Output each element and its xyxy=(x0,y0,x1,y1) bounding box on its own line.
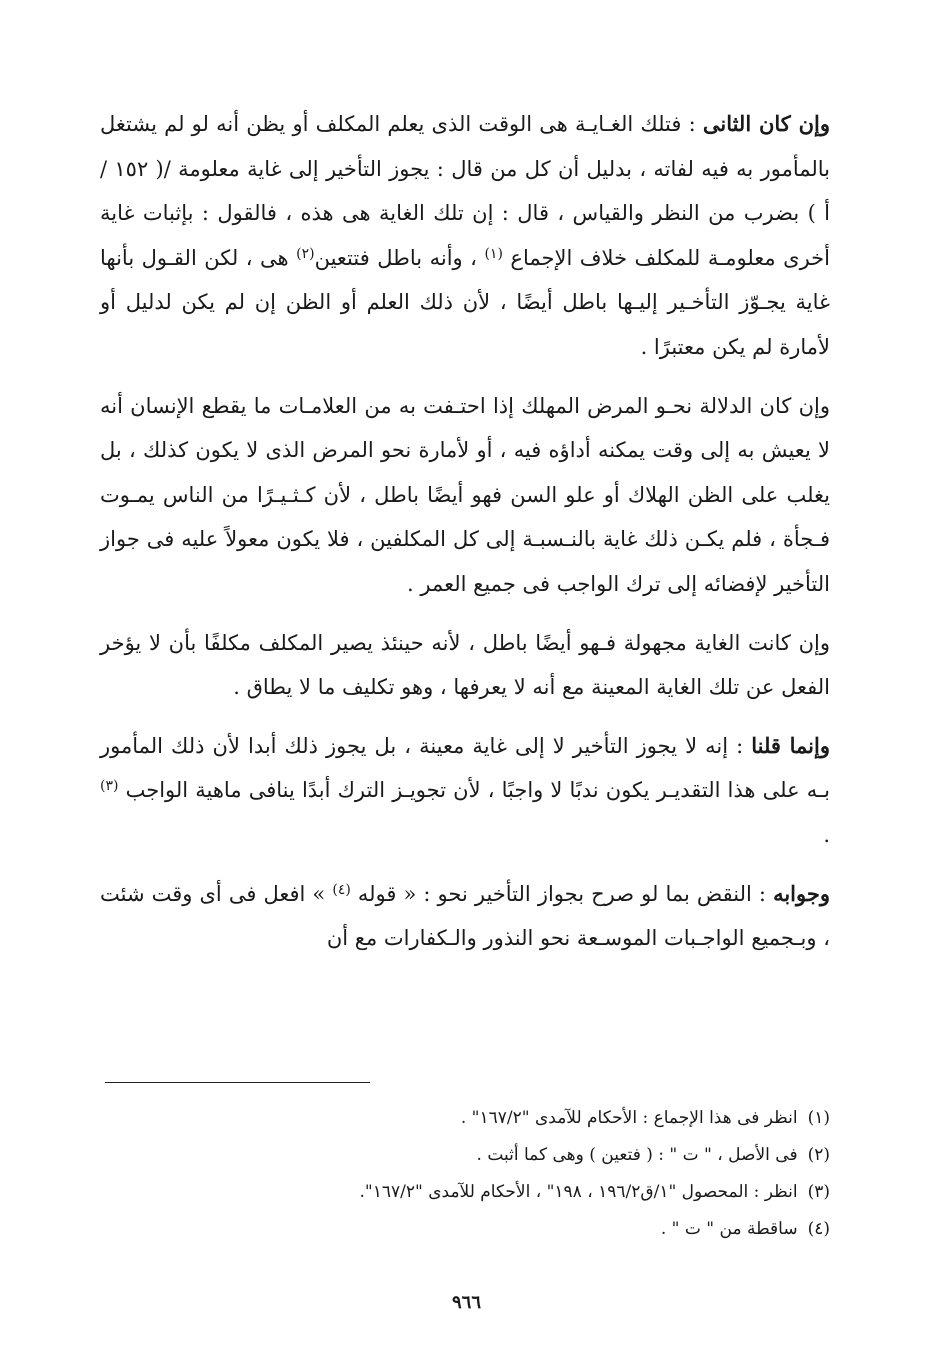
paragraph-text: وإن كان الدلالة نحـو المرض المهلك إذا احتـفت به من العلامـات ما يقطع الإنسان أنه لا يعيش به إلى وقت يمكنه أداؤه فيه ، أو لأمارة نحو المرض الذى لا يكون كذلك ، بل يغلب على الظن الهلاك أو علو السن فهو أيضًا باطل ، لأن كـثـيـرًا من الناس يمـوت فـجأة ، فلم يكـن ذلك غاية بالنـسبـة إلى كل المكلفين ، فلا يكون معولاً عليه فى جواز التأخير لإفضائه إلى ترك الواجب فى جميع العمر . xyxy=(100,393,830,596)
paragraph-text: هى ، لكن القـول بأنها غاية يجـوّز التأخـير إليـها باطل أيضًا ، لأن ذلك العلم أو الظن إن لم يكن لدليل أو لأمارة لم يكن معتبرًا . xyxy=(100,245,830,359)
paragraph-lead: وجوابه xyxy=(773,880,830,906)
main-text xyxy=(100,102,830,975)
footnote-number: (٣) xyxy=(807,1182,830,1202)
footnote-text: انظر : المحصول "١/ق١٩٦/٢ ، ١٩٨" ، الأحكام للآمدى "١٦٧/٢". xyxy=(359,1182,798,1202)
footnote-1 xyxy=(100,1100,830,1137)
footnote-text: انظر فى هذا الإجماع : الأحكام للآمدى "١٦٧/٢" . xyxy=(460,1108,798,1128)
footnote-marker[interactable]: (٢) xyxy=(296,245,315,262)
footnote-text: فى الأصل ، " ت " : ( فتعين ) وهى كما أثبت . xyxy=(476,1145,798,1165)
paragraph-lead: وإن كان الثانى xyxy=(702,111,830,136)
paragraph-text: » افعل فى أى وقت شئت ، وبـجميع الواجـبات الموسـعة نحو النذور والـكفارات مع أن xyxy=(100,881,830,951)
footnotes xyxy=(100,1100,830,1248)
footnote-marker[interactable]: (٣) xyxy=(100,778,119,795)
footnote-number: (٢) xyxy=(807,1145,830,1165)
page-number: ٩٦٦ xyxy=(451,1292,481,1313)
footnote-number: (١) xyxy=(807,1108,830,1128)
footnote-separator xyxy=(105,1082,370,1083)
footnote-text: ساقطة من " ت " . xyxy=(660,1219,798,1239)
footnote-3 xyxy=(100,1174,830,1211)
paragraph-text: ، وأنه باطل فتتعين xyxy=(314,245,485,270)
paragraph-lead: وإنما قلنا xyxy=(751,732,830,758)
paragraph-1 xyxy=(100,102,830,370)
paragraph-3 xyxy=(100,621,830,710)
paragraph-text: : إنه لا يجوز التأخير لا إلى غاية معينة ، بل يجوز ذلك أبدا لأن ذلك المأمور بـه على هذا التقديـر يكون ندبًا لا واجبًا ، لأن تجويـز الترك أبدًا ينافى ماهية الواجب xyxy=(100,733,830,803)
paragraph-text: : فتلك الغـايـة هى الوقت الذى يعلم المكلف أو يظن أنه لو لم يشتغل بالمأمور به فيه لفاته ، بدليل أن كل من قال : يجوز التأخير إلى غاية معلومة /( ١٥٢ / أ ) بضرب من النظر والقياس ، قال : إن تلك الغاية هى هذه ، فالقول : بإثبات غاية أخرى معلومـة للمكلف خلاف الإجماع xyxy=(100,112,831,270)
paragraph-2 xyxy=(100,384,830,607)
paragraph-text: : النقض بما لو صرح بجواز التأخير نحو : « قوله xyxy=(350,881,774,906)
footnote-marker[interactable]: (١) xyxy=(484,245,503,262)
paragraph-text: . xyxy=(823,822,830,847)
footnote-number: (٤) xyxy=(807,1219,830,1239)
footnote-2 xyxy=(100,1137,830,1174)
footnote-4 xyxy=(100,1211,830,1248)
paragraph-4 xyxy=(100,724,830,858)
paragraph-5 xyxy=(100,872,830,961)
footnote-marker[interactable]: (٤) xyxy=(332,881,351,898)
paragraph-text: وإن كانت الغاية مجهولة فـهو أيضًا باطل ، لأنه حينئذ يصير المكلف مكلفًا بأن لا يؤخر الفعل عن تلك الغاية المعينة مع أنه لا يعرفها ، وهو تكليف ما لا يطاق . xyxy=(100,630,830,700)
